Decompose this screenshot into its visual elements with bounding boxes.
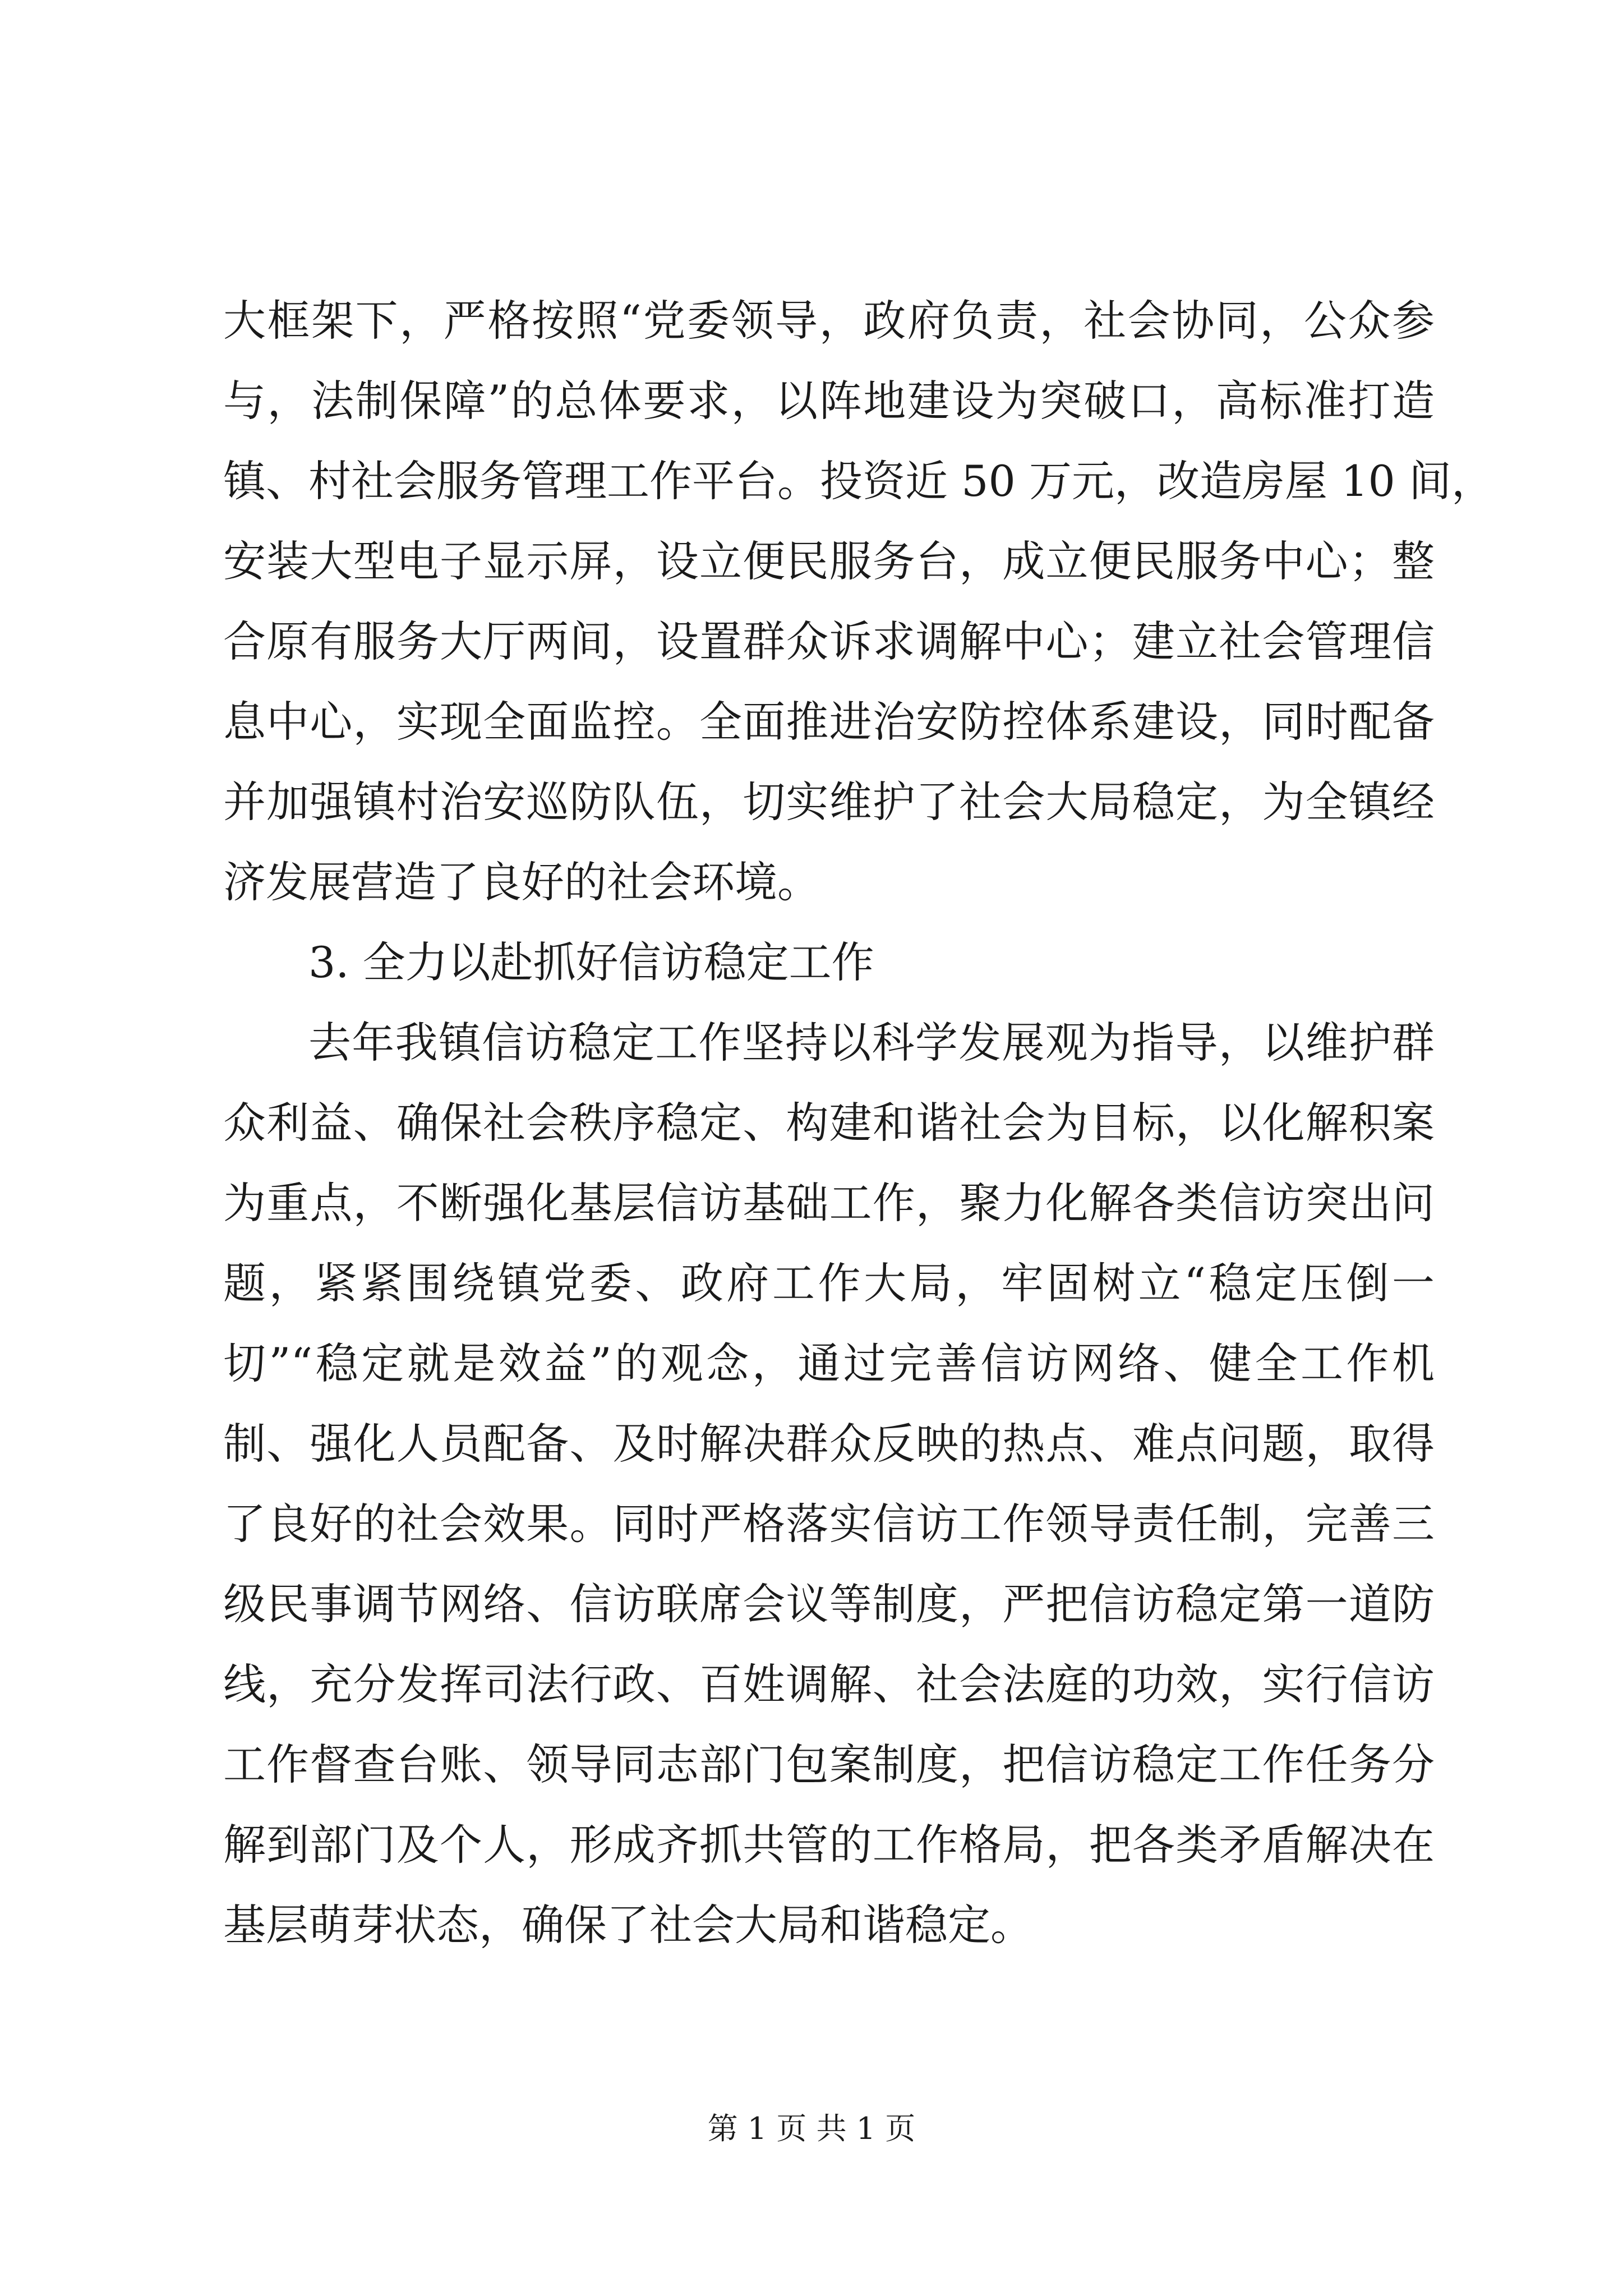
text-line: 与，法制保障”的总体要求，以阵地建设为突破口，高标准打造 [223, 376, 1435, 426]
text-line: 大框架下，严格按照“党委领导，政府负责，社会协同，公众参 [223, 296, 1435, 346]
text-line: 基层萌芽状态，确保了社会大局和谐稳定。 [223, 1900, 1033, 1950]
text-line: 制、强化人员配备、及时解决群众反映的热点、难点问题，取得 [223, 1419, 1435, 1469]
text-line: 合原有服务大厅两间，设置群众诉求调解中心；建立社会管理信 [223, 616, 1435, 666]
text-line: 了良好的社会效果。同时严格落实信访工作领导责任制，完善三 [223, 1499, 1435, 1549]
text-line: 并加强镇村治安巡防队伍，切实维护了社会大局稳定，为全镇经 [223, 777, 1435, 827]
text-line: 济发展营造了良好的社会环境。 [223, 857, 820, 907]
text-line: 题，紧紧围绕镇党委、政府工作大局，牢固树立“稳定压倒一 [223, 1258, 1435, 1308]
text-line: 为重点，不断强化基层信访基础工作，聚力化解各类信访突出问 [223, 1178, 1435, 1228]
text-line: 3. 全力以赴抓好信访稳定工作 [308, 937, 874, 987]
text-line: 线，充分发挥司法行政、百姓调解、社会法庭的功效，实行信访 [223, 1659, 1435, 1709]
page-footer: 第 1 页 共 1 页 [707, 2111, 916, 2146]
text-line: 级民事调节网络、信访联席会议等制度，严把信访稳定第一道防 [223, 1579, 1435, 1629]
text-line: 众利益、确保社会秩序稳定、构建和谐社会为目标，以化解积案 [223, 1098, 1435, 1148]
document-body [223, 280, 1495, 1965]
text-line: 安装大型电子显示屏，设立便民服务台，成立便民服务中心；整 [223, 536, 1435, 586]
text-line: 息中心，实现全面监控。全面推进治安防控体系建设，同时配备 [223, 697, 1435, 747]
text-line: 镇、村社会服务管理工作平台。投资近 50 万元，改造房屋 10 间， [223, 456, 1495, 506]
text-line: 工作督查台账、领导同志部门包案制度，把信访稳定工作任务分 [223, 1740, 1435, 1789]
text-line: 去年我镇信访稳定工作坚持以科学发展观为指导，以维护群 [308, 1018, 1435, 1068]
text-line: 切”“稳定就是效益”的观念，通过完善信访网络、健全工作机 [223, 1338, 1435, 1388]
text-line: 解到部门及个人，形成齐抓共管的工作格局，把各类矛盾解决在 [223, 1820, 1435, 1870]
